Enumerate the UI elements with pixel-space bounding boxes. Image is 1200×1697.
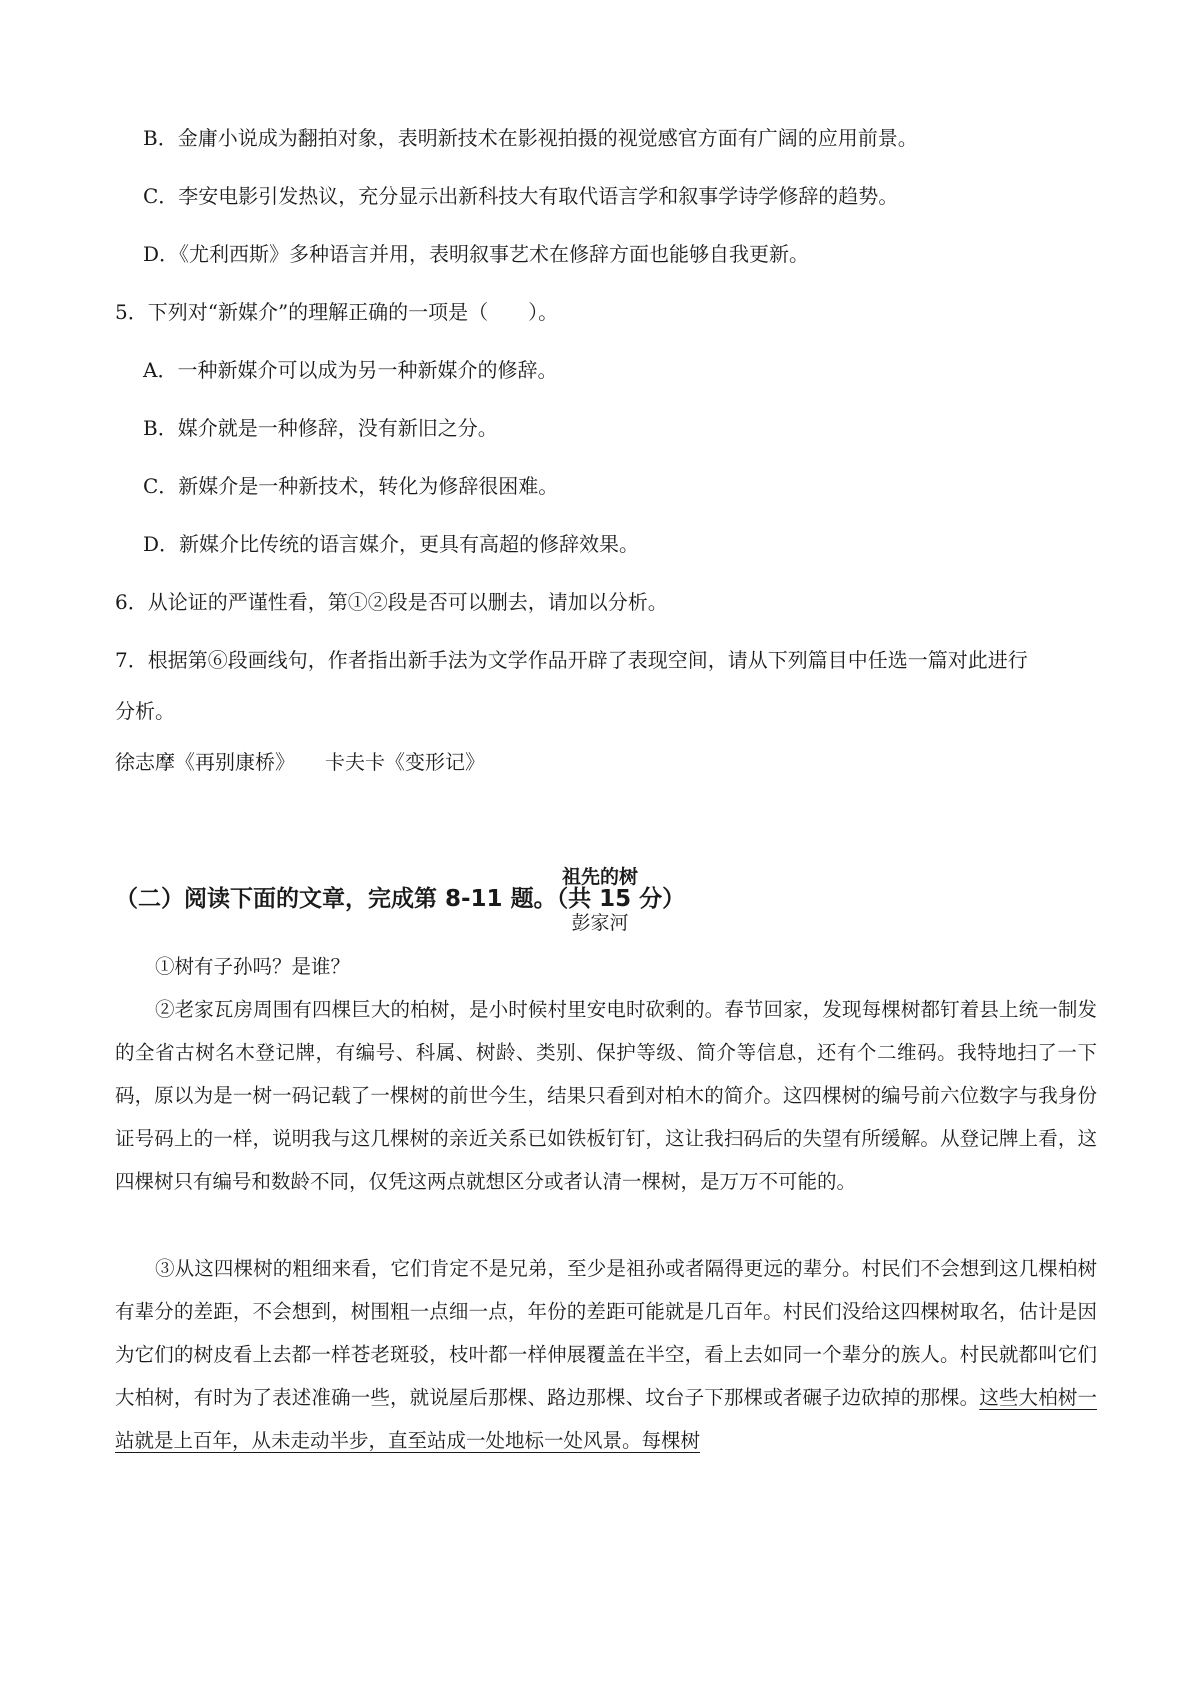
paragraph-3-text: ③从这四棵树的粗细来看，它们肯定不是兄弟，至少是祖孙或者隔得更远的辈分。村民们不会想到这几棵柏树有辈分的差距，不会想到，树围粗一点细一点，年份的差距可能就是几百年。村民们没给这四棵树取名，估计是因为它们的树皮看上去都一样苍老斑驳，枝叶都一样伸展覆盖在半空，看上去如同一个辈分的族人。村民就都叫它们大柏树，有时为了表述准确一些，就说屋后那棵、路边那棵、坟台子下那棵或者碾子边砍掉的那棵。 bbox=[115, 1257, 1097, 1409]
q5-option-a: A．一种新媒介可以成为另一种新媒介的修辞。 bbox=[143, 358, 558, 382]
article-paragraph-1: ①树有子孙吗？是谁？ bbox=[155, 955, 351, 978]
q4-option-d: D．《尤利西斯》多种语言并用，表明叙事艺术在修辞方面也能够自我更新。 bbox=[143, 242, 810, 266]
q6-stem: 6．从论证的严谨性看，第①②段是否可以删去，请加以分析。 bbox=[115, 590, 668, 614]
underlined-sentence: 这些大柏树一站就是上百年，从未走动半步，直至站成一处地标一处风景。每棵树 bbox=[115, 1386, 1097, 1452]
article-paragraph-2: ②老家瓦房周围有四棵巨大的柏树，是小时候村里安电时砍剩的。春节回家，发现每棵树都钉着县上统一制发的全省古树名木登记牌，有编号、科属、树龄、类别、保护等级、简介等信息，还有个二维码。我特地扫了一下码，原以为是一树一码记载了一棵树的前世今生，结果只看到对柏木的简介。这四棵树的编号前六位数字与我身份证号码上的一样，说明我与这几棵树的亲近关系已如铁板钉钉，这让我扫码后的失望有所缓解。从登记牌上看，这四棵树只有编号和数龄不同，仅凭这两点就想区分或者认清一棵树，是万万不可能的。 bbox=[115, 998, 1097, 1193]
q5-stem: 5．下列对“新媒介”的理解正确的一项是（ ）。 bbox=[115, 300, 559, 324]
article-title: 祖先的树 bbox=[561, 866, 638, 888]
q5-option-b: B．媒介就是一种修辞，没有新旧之分。 bbox=[143, 416, 498, 440]
article-paragraph-3 bbox=[115, 1247, 1097, 1462]
q5-option-c: C．新媒介是一种新技术，转化为修辞很困难。 bbox=[143, 474, 559, 498]
section-heading: （二）阅读下面的文章，完成第 8-11 题。（共 15 分） bbox=[115, 886, 686, 912]
q5-option-d: D．新媒介比传统的语言媒介，更具有高超的修辞效果。 bbox=[143, 532, 640, 556]
q4-option-c: C．李安电影引发热议，充分显示出新科技大有取代语言学和叙事学诗学修辞的趋势。 bbox=[143, 184, 899, 208]
q4-option-b: B．金庸小说成为翻拍对象，表明新技术在影视拍摄的视觉感官方面有广阔的应用前景。 bbox=[143, 126, 918, 150]
article-author: 彭家河 bbox=[571, 912, 629, 934]
q7-stem-line1: 7．根据第⑥段画线句，作者指出新手法为文学作品开辟了表现空间，请从下列篇目中任选一篇对此进行 bbox=[115, 648, 1028, 672]
q7-stem-line2: 分析。 bbox=[115, 699, 175, 723]
q7-works: 徐志摩《再别康桥》 卡夫卡《变形记》 bbox=[115, 750, 485, 774]
